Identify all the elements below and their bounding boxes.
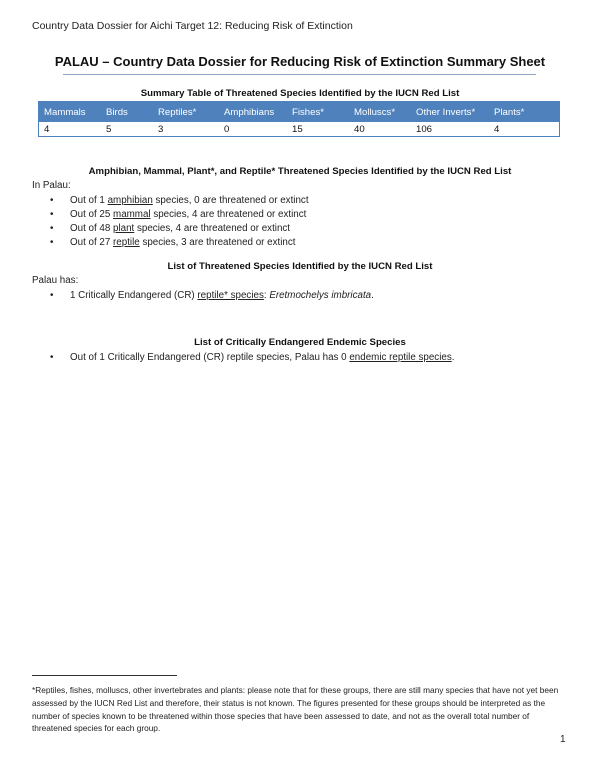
groups-section-heading: Amphibian, Mammal, Plant*, and Reptile* Threatened Species Identified by the IUCN Red List [88,166,512,177]
list-item: • Out of 1 Critically Endangered (CR) reptile species, Palau has 0 endemic reptile species. [50,352,455,363]
list-item: • Out of 27 reptile species, 3 are threatened or extinct [50,237,296,248]
list-item: • Out of 48 plant species, 4 are threatened or extinct [50,223,291,234]
plant-link[interactable]: plant [113,223,135,234]
endemic-reptile-species-link[interactable]: endemic reptile species [349,352,452,363]
cell-fishes: 15 [287,122,349,137]
bullet-icon: • [50,352,54,363]
column-header-plants: Plants* [489,102,560,123]
cell-reptiles: 3 [153,122,219,137]
bullet-icon: • [50,195,54,206]
cell-amphibians: 0 [219,122,287,137]
column-header-mammals: Mammals [39,102,102,123]
bullet-icon: • [50,223,54,234]
threatened-list-heading: List of Threatened Species Identified by the IUCN Red List [167,261,433,272]
bullet-icon: • [50,209,54,220]
mammal-link[interactable]: mammal [113,209,151,220]
running-header: Country Data Dossier for Aichi Target 12: Reducing Risk of Extinction [32,20,353,32]
summary-table-heading: Summary Table of Threatened Species Identified by the IUCN Red List [140,88,460,99]
column-header-birds: Birds [101,102,153,123]
groups-intro: In Palau: [32,180,71,191]
bullet-icon: • [50,237,54,248]
title-divider [63,74,536,75]
threatened-species-list [50,289,550,303]
footnote-divider [32,675,177,676]
summary-table-header-row [39,102,560,123]
page-title: PALAU – Country Data Dossier for Reducing Risk of Extinction Summary Sheet [54,54,546,69]
amphibian-link[interactable]: amphibian [107,195,153,206]
column-header-reptiles: Reptiles* [153,102,219,123]
footnote: *Reptiles, fishes, molluscs, other invertebrates and plants: please note that for these groups, there are still many species that have not yet been assessed by the IUCN Red List and therefore, their status is not known. The figures presented for these groups should be interpreted as the number of species known to be threatened within those species that have been assessed to date, and not as the overall total number of threatened species for each group. [32,685,559,734]
summary-table [38,101,560,137]
species-name: Eretmochelys imbricata [269,290,372,301]
reptile-link[interactable]: reptile [113,237,140,248]
column-header-amphibians: Amphibians [219,102,287,123]
reptile-species-link[interactable]: reptile* species [197,290,264,301]
cell-birds: 5 [101,122,153,137]
column-header-other-inverts: Other Inverts* [411,102,489,123]
column-header-molluscs: Molluscs* [349,102,411,123]
cell-other-inverts: 106 [411,122,489,137]
endemic-species-list [50,351,570,365]
cell-plants: 4 [489,122,560,137]
table-row [39,122,560,137]
bullet-icon: • [50,290,54,301]
endemic-list-heading: List of Critically Endangered Endemic Species [194,337,406,348]
page-number: 1 [560,734,566,745]
cell-molluscs: 40 [349,122,411,137]
threatened-list-intro: Palau has: [32,275,79,286]
cell-mammals: 4 [39,122,102,137]
list-item: • Out of 25 mammal species, 4 are threatened or extinct [50,209,307,220]
groups-list [50,194,550,250]
column-header-fishes: Fishes* [287,102,349,123]
list-item: • Out of 1 amphibian species, 0 are threatened or extinct [50,195,309,206]
list-item: • 1 Critically Endangered (CR) reptile* species: Eretmochelys imbricata. [50,290,374,301]
